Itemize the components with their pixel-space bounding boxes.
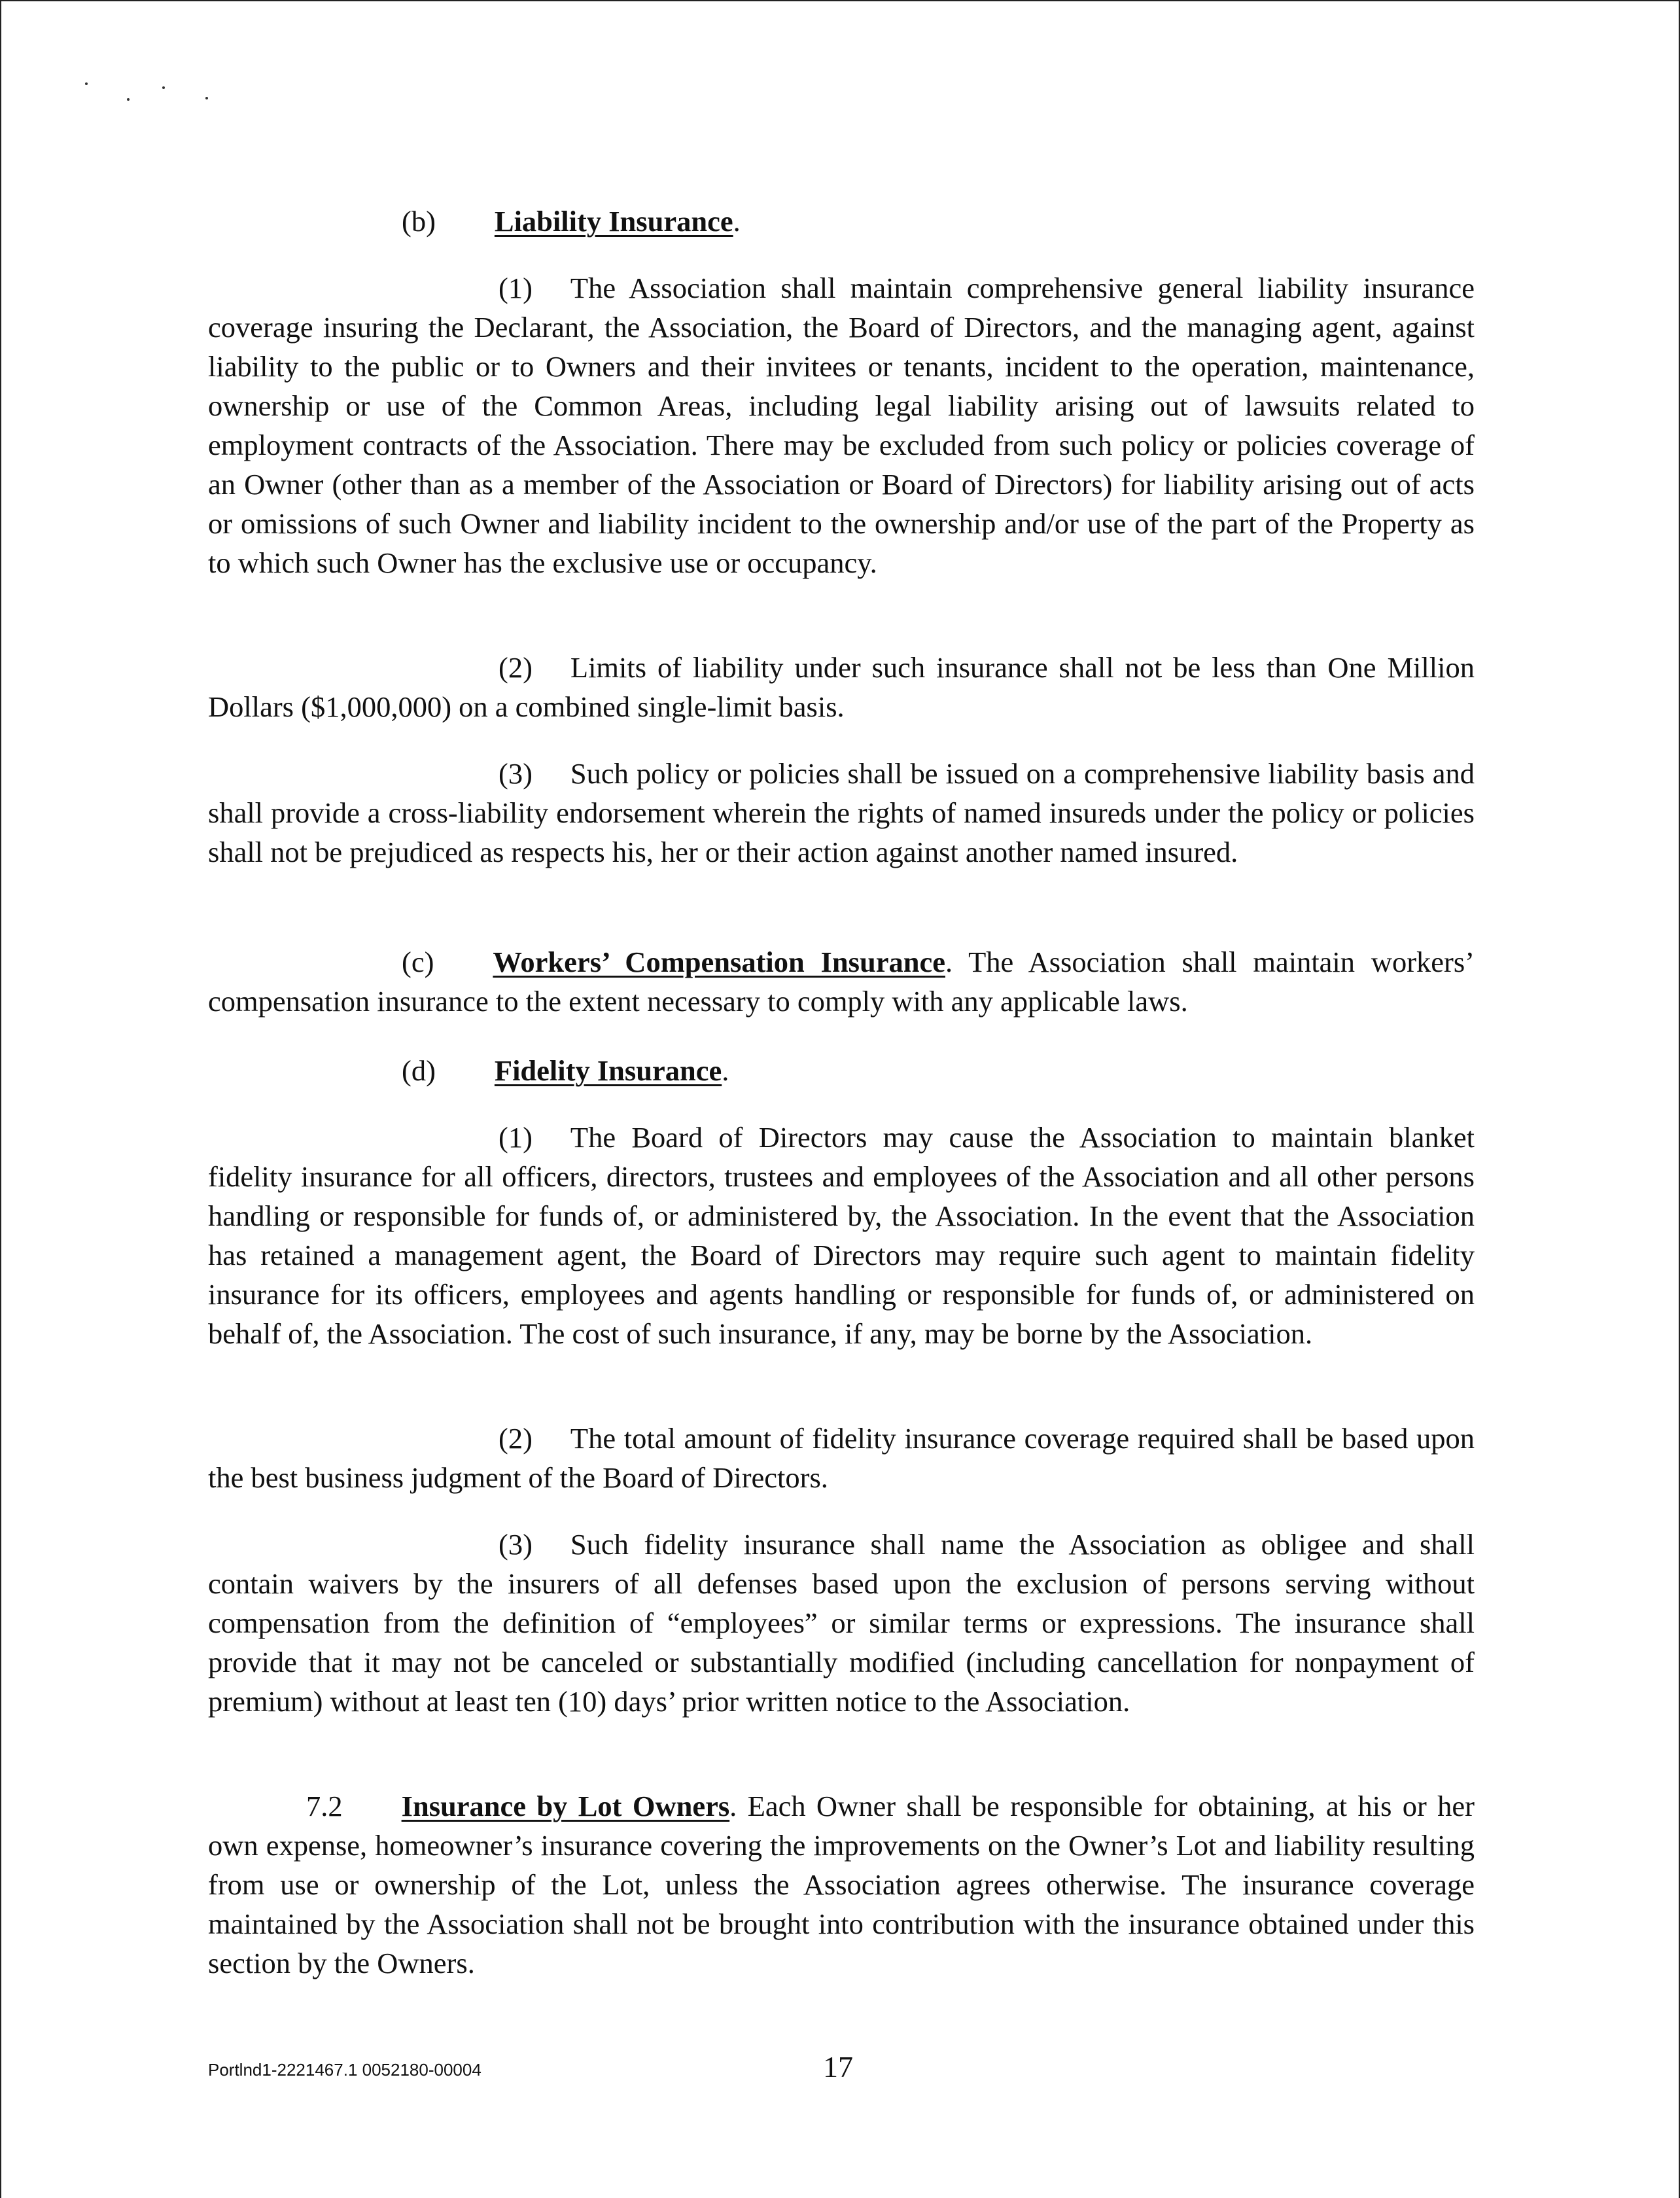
para-text: The total amount of fidelity insurance coverage required shall be based upon the best business judgment of the Board of Directors. [208,1422,1475,1494]
section-c-text: The Association shall maintain workers’ compensation insurance to the extent necessary to comply with any applicable laws. [208,946,1475,1018]
scan-speck [85,82,88,85]
footer-document-id: Portlnd1-2221467.1 0052180-00004 [208,2060,481,2080]
section-d-para-3 [208,1525,1475,1721]
para-number: (3) [499,757,533,790]
scan-border-left [0,0,1,2198]
section-c-title: Workers’ Compensation Insurance [493,946,945,978]
section-c-label: (c) [402,946,434,978]
section-7-2: 7.2 Insurance by Lot Owners. Each Owner shall be responsible for obtaining, at his or her own expense, homeowner’s insurance covering the improvements on the Owner’s Lot and liability resulting from use or ownership of the Lot, unless the Association agrees otherwise. The insurance coverage maintained by the Association shall not be brought into contribution with the insurance obtained under this section by the Owners. [208,1790,1475,1979]
section-b-para-3 [208,754,1475,872]
para-number: (1) [499,1121,533,1154]
page-number: 17 [823,2050,853,2083]
section-b-heading: (b) Liability Insurance. [402,205,741,238]
para-text: Such fidelity insurance shall name the Association as obligee and shall contain waivers by the insurers of all defenses based upon the exclusion of persons serving without compensation from the definition of “employees” or similar terms or expressions. The insurance shall provide that it may not be canceled or substantially modified (including cancellation for nonpayment of premium) without at least ten (10) days’ prior written notice to the Association. [208,1528,1475,1718]
para-number: (3) [499,1528,533,1561]
section-b-para-1 [208,268,1475,582]
section-d-para-1 [208,1118,1475,1353]
section-7-2-title: Insurance by Lot Owners [401,1790,730,1822]
para-text: Such policy or policies shall be issued on a comprehensive liability basis and shall provide a cross-liability endorsement wherein the rights of named insureds under the policy or policies shall not be prejudiced as respects his, her or their action against another named insured. [208,757,1475,868]
section-d-heading: (d) Fidelity Insurance. [402,1054,729,1087]
scan-speck [127,98,130,101]
section-c: (c) Workers’ Compensation Insurance. The Association shall maintain workers’ compensation insurance to the extent necessary to comply with any applicable laws. [208,946,1475,1018]
scan-border-top [0,0,1680,1]
section-d-title: Fidelity Insurance [494,1054,722,1087]
para-number: (1) [499,272,533,304]
section-7-2-text: Each Owner shall be responsible for obtaining, at his or her own expense, homeowner’s insurance covering the improvements on the Owner’s Lot and liability resulting from use or ownership of the Lot, unless the Association agrees otherwise. The insurance coverage maintained by the Association shall not be brought into contribution with the insurance obtained under this section by the Owners. [208,1790,1475,1979]
section-7-2-label: 7.2 [306,1790,343,1822]
para-text: The Board of Directors may cause the Association to maintain blanket fidelity insurance for all officers, directors, trustees and employees of the Association and all other persons handling or responsible for funds of, or administered by, the Association. In the event that the Association has retained a management agent, the Board of Directors may require such agent to maintain fidelity insurance for its officers, employees and agents handling or responsible for funds of, or administered on behalf of, the Association. The cost of such insurance, if any, may be borne by the Association. [208,1121,1475,1350]
section-b-title: Liability Insurance [494,205,733,238]
scan-speck [205,97,208,99]
para-number: (2) [499,651,533,684]
para-number: (2) [499,1422,533,1455]
para-text: The Association shall maintain comprehensive general liability insurance coverage insuring the Declarant, the Association, the Board of Directors, and the managing agent, against liability to the public or to Owners and their invitees or tenants, incident to the operation, maintenance, ownership or use of the Common Areas, including legal liability arising out of lawsuits related to employment contracts of the Association. There may be excluded from such policy or policies coverage of an Owner (other than as a member of the Association or Board of Directors) for liability arising out of acts or omissions of such Owner and liability incident to the ownership and/or use of the part of the Property as to which such Owner has the exclusive use or occupancy. [208,272,1475,579]
scan-speck [162,86,165,89]
section-d-para-2 [208,1419,1475,1497]
section-d-label: (d) [402,1054,436,1087]
section-b-para-2 [208,648,1475,726]
para-text: Limits of liability under such insurance shall not be less than One Million Dollars ($1,000,000) on a combined single-limit basis. [208,651,1475,723]
section-b-label: (b) [402,205,436,238]
